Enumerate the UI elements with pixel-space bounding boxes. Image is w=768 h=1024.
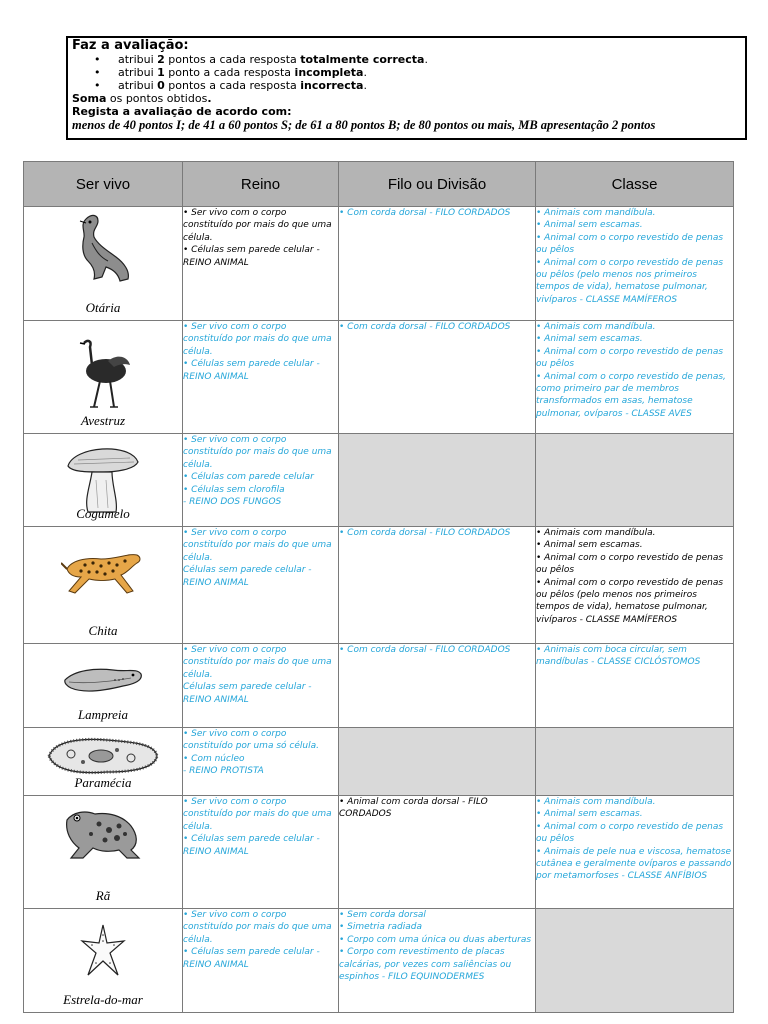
- reino-criterion: • Ser vivo com o corpo constituído por mais do que uma célula.: [183, 910, 332, 945]
- filo-cell: [339, 644, 536, 728]
- filo-criterion: • Corpo com revestimento de placas calcárias, por vezes com saliências ou espinhos - FILO EQUINODERMES: [339, 947, 512, 983]
- filo-cell: [339, 909, 536, 1013]
- ser-vivo-cell: [24, 644, 183, 728]
- organism-name: Estrela-do-mar: [63, 992, 143, 1007]
- filo-criterion: • Sem corda dorsal: [339, 910, 426, 920]
- reino-criterion: • Ser vivo com o corpo constituído por mais do que uma célula.: [183, 528, 332, 563]
- filo-cell: [339, 527, 536, 644]
- table-row: [24, 527, 734, 644]
- reino-cell: [183, 207, 339, 321]
- ser-vivo-cell: [24, 909, 183, 1013]
- organism-name: Paramécia: [74, 775, 132, 790]
- ser-vivo-cell: [24, 207, 183, 321]
- reino-cell: [183, 434, 339, 527]
- classe-criterion: • Animal sem escamas.: [536, 220, 643, 231]
- reino-cell: [183, 796, 339, 909]
- organism-name: Rã: [95, 888, 111, 903]
- starfish-icon: [78, 923, 128, 983]
- header-filo: Filo ou Divisão: [339, 162, 536, 207]
- table-row: [24, 644, 734, 728]
- reino-criterion: • Ser vivo com o corpo constituído por mais do que uma célula.: [183, 435, 332, 470]
- table-row: [24, 434, 734, 527]
- reino-criterion: • Ser vivo com o corpo constituído por mais do que uma célula.: [183, 322, 332, 357]
- classe-cell: [536, 527, 734, 644]
- classification-table: [23, 161, 734, 1013]
- sum-instruction: Soma os pontos obtidos.: [72, 92, 212, 105]
- reino-criterion: - REINO PROTISTA: [183, 766, 264, 777]
- classe-cell: [536, 434, 734, 527]
- reino-criterion: Células sem parede celular - REINO ANIMAL: [183, 682, 312, 705]
- filo-cell: [339, 207, 536, 321]
- filo-cell: [339, 796, 536, 909]
- filo-cell: [339, 728, 536, 796]
- classe-criterion: • Animal com o corpo revestido de penas ou pêlos: [536, 552, 724, 576]
- classe-criterion: • Animal com o corpo revestido de penas ou pêlos (pelo menos nos primeiros tempos de vida), hematose pulmonar, vivíparos - CLASSE MAMÍFEROS: [536, 577, 724, 625]
- reino-criterion: • Ser vivo com o corpo constituído por mais do que uma célula.: [183, 797, 332, 832]
- classe-criterion: • Animal com o corpo revestido de penas ou pêlos: [536, 232, 724, 256]
- reino-criterion: • Ser vivo com o corpo constituído por mais do que uma célula.: [183, 208, 332, 243]
- reino-criterion: • Ser vivo com o corpo constituído por mais do que uma célula.: [183, 645, 332, 680]
- register-instruction: Regista a avaliação de acordo com:: [72, 105, 292, 118]
- ser-vivo-cell: [24, 527, 183, 644]
- filo-criterion: • Com corda dorsal - FILO CORDADOS: [339, 645, 511, 655]
- classe-criterion: • Animais com mandíbula.: [536, 797, 656, 807]
- filo-criterion: • Com corda dorsal - FILO CORDADOS: [339, 528, 511, 538]
- reino-criterion: • Células com parede celular: [183, 472, 314, 483]
- scoring-rule: • atribui 2 pontos a cada resposta totalmente correcta.: [104, 53, 741, 66]
- organism-name: Otária: [85, 300, 121, 315]
- organism-name: Cogumelo: [76, 506, 130, 521]
- filo-criterion: • Simetria radiada: [339, 922, 422, 933]
- ostrich-icon: [68, 335, 138, 415]
- table-row: [24, 321, 734, 434]
- organism-name: Avestruz: [80, 413, 126, 428]
- evaluation-instructions-box: [66, 36, 747, 140]
- ser-vivo-cell: [24, 434, 183, 527]
- reino-criterion: • Células sem clorofila: [183, 484, 285, 495]
- reino-criterion: • Células sem parede celular - REINO ANIMAL: [183, 834, 320, 857]
- header-ser-vivo: Ser vivo: [24, 162, 183, 207]
- table-row: [24, 728, 734, 796]
- header-reino: Reino: [183, 162, 339, 207]
- sea-lion-icon: [68, 211, 138, 291]
- classe-cell: [536, 644, 734, 728]
- lamprey-icon: [61, 654, 145, 708]
- organism-name: Chita: [88, 623, 118, 638]
- reino-cell: [183, 909, 339, 1013]
- ser-vivo-cell: [24, 728, 183, 796]
- ser-vivo-cell: [24, 321, 183, 434]
- scoring-rules-list: [72, 53, 741, 92]
- filo-cell: [339, 321, 536, 434]
- filo-criterion: • Animal com corda dorsal - FILO CORDADOS: [339, 797, 488, 820]
- reino-criterion: • Com núcleo: [183, 753, 245, 764]
- organism-name: Lampreia: [77, 707, 129, 722]
- reino-cell: [183, 321, 339, 434]
- reino-cell: [183, 527, 339, 644]
- classe-cell: [536, 207, 734, 321]
- classe-criterion: • Animal sem escamas.: [536, 809, 643, 820]
- reino-criterion: - REINO DOS FUNGOS: [183, 497, 282, 508]
- classe-criterion: • Animais com mandíbula.: [536, 528, 656, 538]
- classe-criterion: • Animal sem escamas.: [536, 334, 643, 345]
- classe-cell: [536, 796, 734, 909]
- classe-criterion: • Animal com o corpo revestido de penas ou pêlos: [536, 821, 724, 845]
- instructions-title: Faz a avaliação:: [72, 38, 189, 53]
- filo-criterion: • Com corda dorsal - FILO CORDADOS: [339, 322, 511, 332]
- classe-criterion: • Animais de pele nua e viscosa, hematose cutânea e geralmente ovíparos e passando por metamorfoses - CLASSE ANFÍBIOS: [536, 846, 732, 882]
- classe-criterion: • Animal sem escamas.: [536, 540, 643, 551]
- reino-criterion: • Células sem parede celular - REINO ANIMAL: [183, 947, 320, 970]
- classe-cell: [536, 728, 734, 796]
- reino-cell: [183, 644, 339, 728]
- grading-scale: menos de 40 pontos I; de 41 a 60 pontos S; de 61 a 80 pontos B; de 80 pontos ou mais, MB apresentação 2 pontos: [72, 118, 656, 132]
- cheetah-icon: [61, 539, 145, 603]
- classe-cell: [536, 909, 734, 1013]
- reino-criterion: • Ser vivo com o corpo constituído por uma só célula.: [183, 729, 319, 752]
- classe-criterion: • Animais com mandíbula.: [536, 322, 656, 332]
- classe-cell: [536, 321, 734, 434]
- classe-criterion: • Animais com boca circular, sem mandíbulas - CLASSE CICLÓSTOMOS: [536, 645, 701, 668]
- reino-criterion: • Células sem parede celular - REINO ANIMAL: [183, 245, 320, 268]
- scoring-rule: • atribui 1 ponto a cada resposta incompleta.: [104, 66, 741, 79]
- table-row: [24, 909, 734, 1013]
- filo-criterion: • Com corda dorsal - FILO CORDADOS: [339, 208, 511, 218]
- table-header-row: [24, 162, 734, 207]
- ser-vivo-cell: [24, 796, 183, 909]
- reino-criterion: Células sem parede celular - REINO ANIMAL: [183, 565, 312, 588]
- table-row: [24, 796, 734, 909]
- classe-criterion: • Animal com o corpo revestido de penas, como primeiro par de membros transformados em asas, hematose pulmonar, ovíparos - CLASSE AVES: [536, 371, 726, 419]
- frog-icon: [61, 802, 145, 866]
- scoring-rule: • atribui 0 pontos a cada resposta incorrecta.: [104, 79, 741, 92]
- filo-cell: [339, 434, 536, 527]
- classe-criterion: • Animais com mandíbula.: [536, 208, 656, 218]
- reino-criterion: • Células sem parede celular - REINO ANIMAL: [183, 359, 320, 382]
- classe-criterion: • Animal com o corpo revestido de penas ou pêlos (pelo menos nos primeiros tempos de vida), hematose pulmonar, vivíparos - CLASSE MAMÍFEROS: [536, 257, 724, 305]
- table-row: [24, 207, 734, 321]
- reino-cell: [183, 728, 339, 796]
- filo-criterion: • Corpo com uma única ou duas aberturas: [339, 934, 532, 945]
- classe-criterion: • Animal com o corpo revestido de penas ou pêlos: [536, 346, 724, 370]
- header-classe: Classe: [536, 162, 734, 207]
